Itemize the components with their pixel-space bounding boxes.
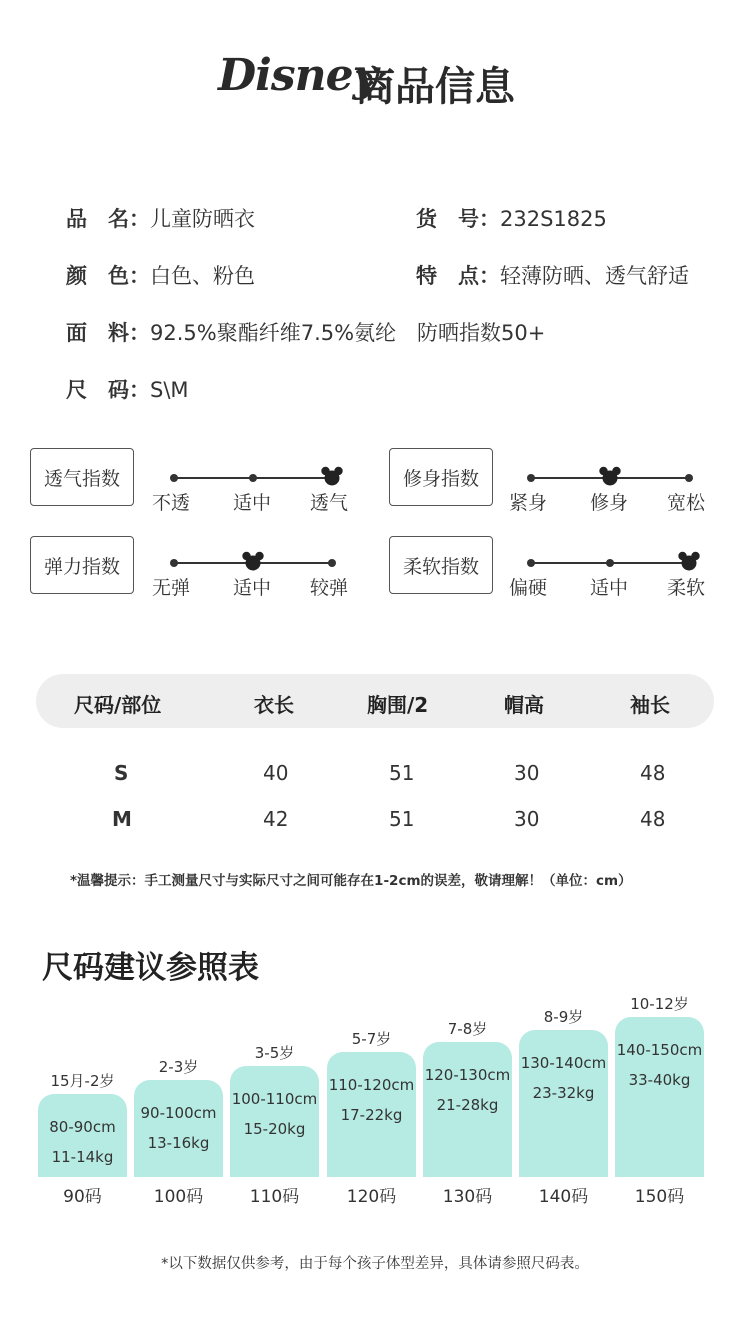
table-cell: S [114,761,129,785]
table-cell: 51 [389,807,415,831]
indicator-dot [249,474,257,482]
info-color [66,260,255,290]
indicator-dot [527,474,535,482]
info-label: 颜 色： [66,264,150,288]
indicator-option: 偏硬 [509,577,548,599]
info-value: 232S1825 [500,207,607,231]
size-label: 140码 [538,1187,589,1207]
indicator-label: 柔软指数 [389,536,493,594]
height-range: 80-90cm [49,1118,116,1136]
weight-range: 11-14kg [51,1148,114,1166]
recommendation-title: 尺码建议参照表 [42,950,259,986]
info-value: 白色、粉色 [150,264,255,288]
weight-range: 15-20kg [243,1120,306,1138]
table-cell: 40 [263,761,289,785]
info-feature [416,260,689,290]
indicator-option: 修身 [590,492,629,514]
mickey-head-icon [321,466,343,486]
age-label: 15月-2岁 [50,1072,115,1090]
age-label: 10-12岁 [630,995,689,1013]
weight-range: 33-40kg [628,1071,691,1089]
size-bar [519,1030,608,1177]
height-range: 90-100cm [140,1104,217,1122]
indicator-dot [170,474,178,482]
indicator-label: 弹力指数 [30,536,134,594]
height-range: 120-130cm [424,1066,511,1084]
th-sleeve: 袖长 [630,693,670,717]
measurement-note: *温馨提示：手工测量尺寸与实际尺寸之间可能存在1-2cm的误差，敬请理解！（单位：cm） [70,873,632,889]
info-sku [416,203,607,233]
size-label: 120码 [346,1187,397,1207]
height-range: 100-110cm [231,1090,318,1108]
age-label: 3-5岁 [254,1044,295,1062]
info-label: 货 号： [416,207,500,231]
indicator-option: 不透 [152,492,191,514]
weight-range: 13-16kg [147,1134,210,1152]
info-value: 轻薄防晒、透气舒适 [500,264,689,288]
info-name [66,203,255,233]
age-label: 8-9岁 [543,1008,584,1026]
info-label: 特 点： [416,264,500,288]
table-cell: M [112,807,132,831]
table-cell: 51 [389,761,415,785]
size-label: 100码 [153,1187,204,1207]
info-fabric [66,317,545,347]
info-value: 92.5%聚酯纤维7.5%氨纶 防晒指数50+ [150,321,546,345]
th-size: 尺码/部位 [74,693,162,717]
indicator-option: 无弹 [152,577,191,599]
height-range: 130-140cm [520,1054,607,1072]
indicator-label: 修身指数 [389,448,493,506]
info-label: 尺 码： [66,378,150,402]
info-value: S\M [150,378,189,402]
indicator-option: 宽松 [667,492,706,514]
info-label: 面 料： [66,321,150,345]
indicator-dot [170,559,178,567]
size-label: 90码 [63,1187,102,1207]
table-cell: 42 [263,807,289,831]
size-label: 150码 [634,1187,685,1207]
indicator-option: 紧身 [509,492,548,514]
age-label: 2-3岁 [158,1058,199,1076]
reference-note: *以下数据仅供参考，由于每个孩子体型差异，具体请参照尺码表。 [161,1256,589,1272]
height-range: 140-150cm [616,1041,703,1059]
weight-range: 17-22kg [340,1106,403,1124]
indicator-option: 较弹 [310,577,349,599]
indicator-option: 适中 [233,492,272,514]
size-label: 110码 [249,1187,300,1207]
indicator-option: 柔软 [667,577,706,599]
indicator-dot [606,559,614,567]
weight-range: 21-28kg [436,1096,499,1114]
indicator-dot [527,559,535,567]
mickey-head-icon [242,551,264,571]
indicator-option: 透气 [310,492,349,514]
table-cell: 30 [514,807,540,831]
info-value: 儿童防晒衣 [150,207,255,231]
indicator-label: 透气指数 [30,448,134,506]
table-cell: 30 [514,761,540,785]
table-cell: 48 [640,761,666,785]
indicator-dot [328,559,336,567]
size-bar [134,1080,223,1177]
indicator-dot [685,474,693,482]
th-length: 衣长 [254,693,294,717]
page-title: 商品信息 [355,64,515,110]
indicator-option: 适中 [590,577,629,599]
mickey-head-icon [678,551,700,571]
th-hood: 帽高 [504,693,544,717]
size-label: 130码 [442,1187,493,1207]
indicator-option: 适中 [233,577,272,599]
age-label: 5-7岁 [351,1030,392,1048]
weight-range: 23-32kg [532,1084,595,1102]
info-size [66,374,189,404]
height-range: 110-120cm [328,1076,415,1094]
th-chest: 胸围/2 [367,693,429,717]
disney-logo: Disney [218,50,378,101]
age-label: 7-8岁 [447,1020,488,1038]
table-cell: 48 [640,807,666,831]
mickey-head-icon [599,466,621,486]
info-label: 品 名： [66,207,150,231]
